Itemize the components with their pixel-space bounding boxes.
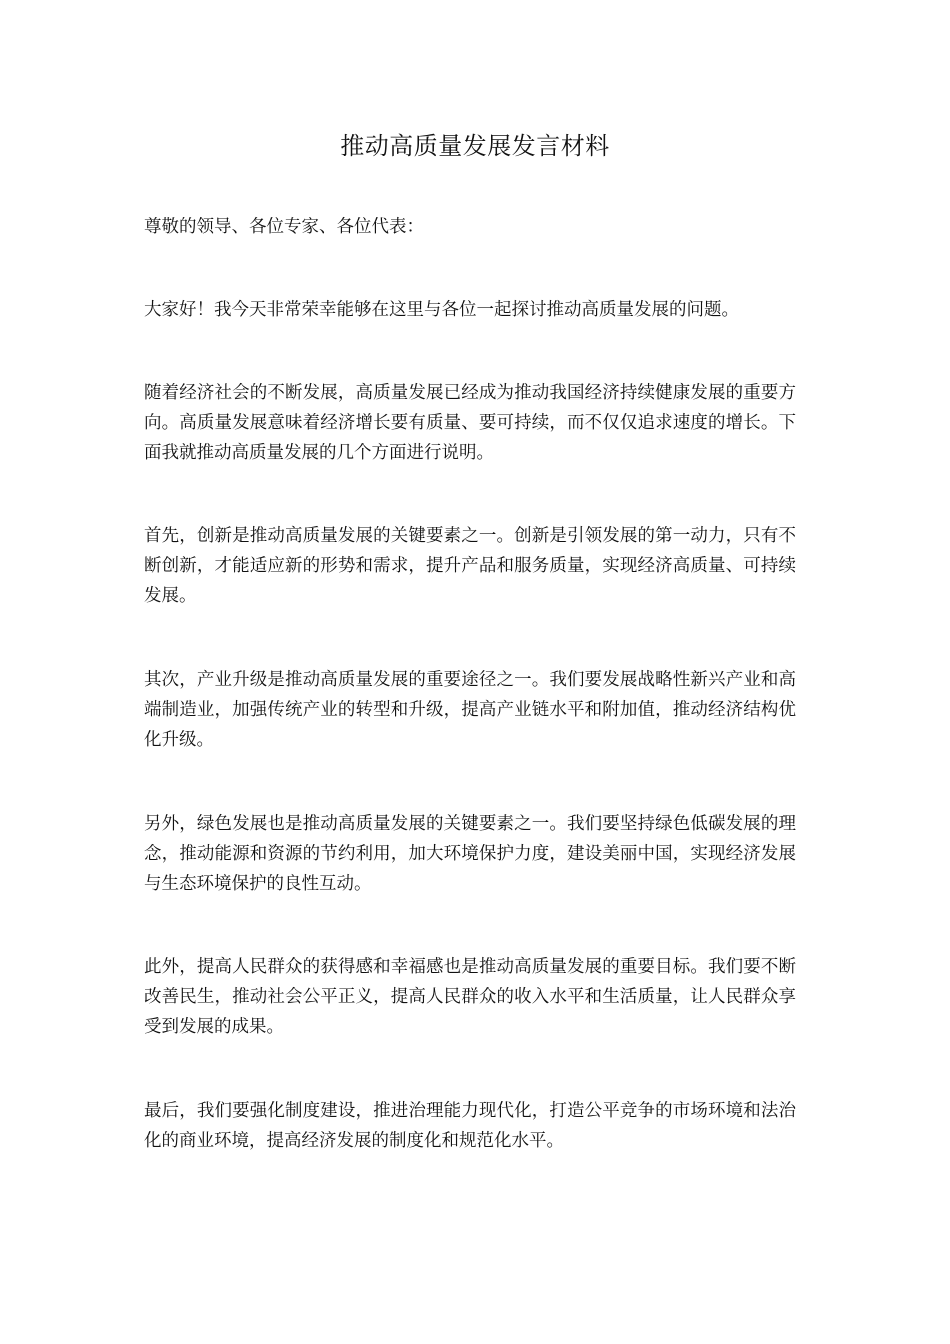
paragraph-innovation: 首先，创新是推动高质量发展的关键要素之一。创新是引领发展的第一动力，只有不断创新，才能适应新的形势和需求，提升产品和服务质量，实现经济高质量、可持续发展。	[144, 526, 796, 606]
paragraph-industrial-upgrade: 其次，产业升级是推动高质量发展的重要途径之一。我们要发展战略性新兴产业和高端制造业，加强传统产业的转型和升级，提高产业链水平和附加值，推动经济结构优化升级。	[144, 670, 796, 750]
paragraph-people-wellbeing: 此外，提高人民群众的获得感和幸福感也是推动高质量发展的重要目标。我们要不断改善民生，推动社会公平正义，提高人民群众的收入水平和生活质量，让人民群众享受到发展的成果。	[144, 957, 796, 1037]
document-title: 推动高质量发展发言材料	[340, 132, 610, 160]
salutation: 尊敬的领导、各位专家、各位代表：	[144, 217, 424, 237]
paragraph-green-development: 另外，绿色发展也是推动高质量发展的关键要素之一。我们要坚持绿色低碳发展的理念，推动能源和资源的节约利用，加大环境保护力度，建设美丽中国，实现经济发展与生态环境保护的良性互动。	[144, 814, 796, 894]
paragraph-greeting: 大家好！我今天非常荣幸能够在这里与各位一起探讨推动高质量发展的问题。	[144, 300, 739, 320]
paragraph-introduction: 随着经济社会的不断发展，高质量发展已经成为推动我国经济持续健康发展的重要方向。高质量发展意味着经济增长要有质量、要可持续，而不仅仅追求速度的增长。下面我就推动高质量发展的几个方面进行说明。	[144, 383, 796, 463]
paragraph-institutional-building: 最后，我们要强化制度建设，推进治理能力现代化，打造公平竞争的市场环境和法治化的商业环境，提高经济发展的制度化和规范化水平。	[144, 1101, 796, 1151]
